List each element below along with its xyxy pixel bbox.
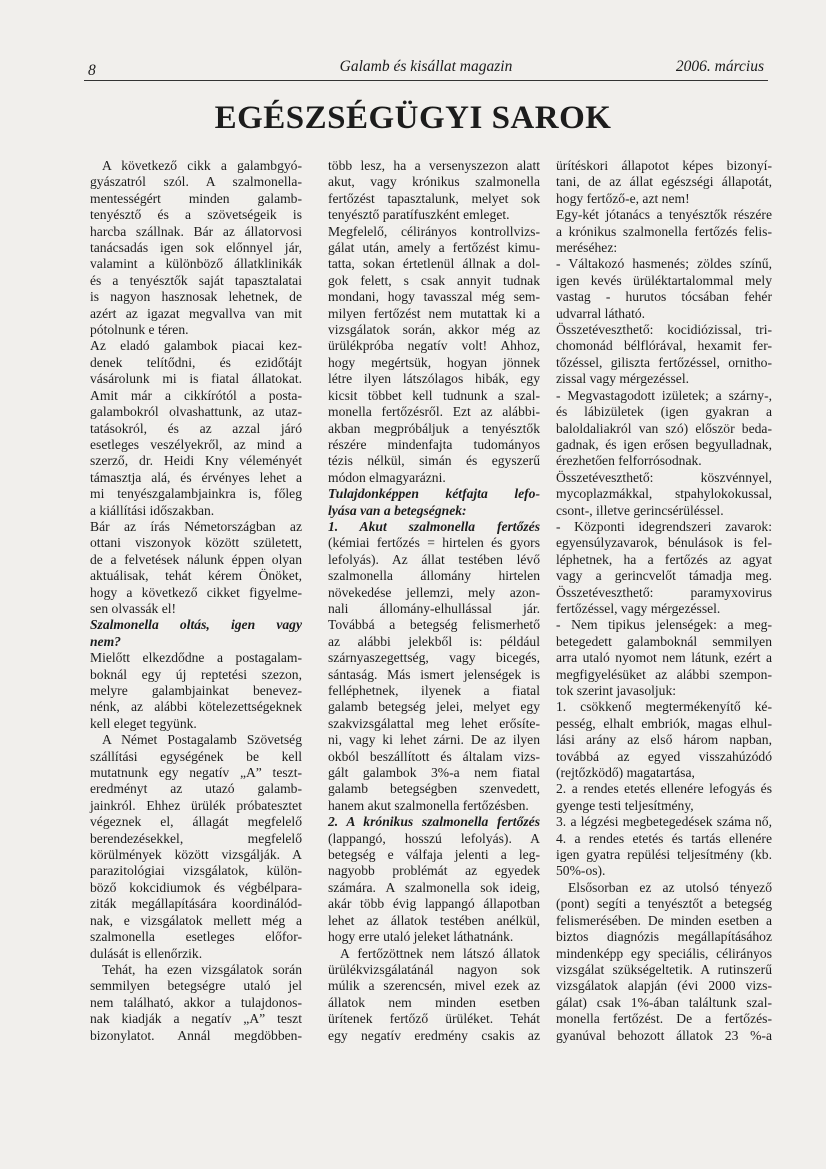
text-line: (rejtőzködő) magatartása,: [556, 765, 695, 781]
text-line: nénk, az alábbi kötelezettségeknek: [90, 699, 302, 715]
text-line: A következő cikk a galambgyó-: [102, 158, 302, 173]
text-line: és a tenyésztők saját tapasztalatai: [90, 272, 302, 288]
magazine-title: Galamb és kisállat magazin: [339, 58, 513, 75]
text-line: hogy erre utaló jeleket láthatnánk.: [328, 929, 514, 945]
text-line: csont-, illetve gerincsérüléssel.: [556, 502, 724, 518]
text-line: a kiállítási időszakban.: [90, 502, 215, 518]
text-line: állatok nem minden esetben: [328, 994, 540, 1010]
text-line: tok szerint javasoljuk:: [556, 683, 677, 698]
text-line: lehet az állatok testében anélkül,: [328, 912, 540, 928]
text-column-3: [556, 158, 772, 1044]
text-line: 1. csökkenő megtermékenyítő ké-: [556, 699, 772, 715]
text-column-1: [90, 158, 302, 1044]
text-line: 2. a rendes etetés ellenére lefogyás és: [556, 781, 772, 797]
page-number: 8: [88, 62, 96, 79]
text-line: és lábizületek (igen gyakran a: [556, 404, 772, 420]
text-line: hogy a következő cikket figyelme-: [90, 584, 302, 600]
text-line: szalmonella esetleges előfor-: [90, 929, 302, 945]
text-line: hogy fertőző-e, azt nem!: [556, 190, 690, 206]
text-line: esetleges veszélyekről, az mind a: [90, 436, 302, 452]
text-line: milyen fertőzést nem mutattak ki a: [328, 305, 540, 321]
text-line: szakvizsgálattal meg lehet erősíte-: [328, 715, 540, 731]
text-line: szerző, dr. Heidi Kny véleményét: [90, 453, 302, 469]
text-line: chomonád bélflórával, hexamit fer-: [556, 338, 772, 354]
text-line: mindenképp egy speciális, célirányos: [556, 945, 772, 961]
text-line: ni, vagy ki lehet zárni. De az ilyen: [328, 732, 540, 748]
text-line: több lesz, ha a versenyszezon alatt: [328, 158, 540, 173]
article-title: EGÉSZSÉGÜGYI SAROK: [214, 100, 612, 136]
text-line: akban megpróbáljuk a tenyésztők: [328, 420, 540, 436]
text-line: vizsgálatok során, akkor még az: [328, 322, 540, 338]
text-line: léphetnek, ha a fertőzés az agyat: [556, 551, 772, 567]
text-line: gálat után, amely a fertőzést kimu-: [328, 240, 540, 256]
text-line: vizsgálatok alapján (évi 2000 vizs-: [556, 978, 772, 994]
text-line: A fertőzöttnek nem látszó állatok: [340, 945, 540, 961]
text-line: mentességért minden galamb-: [90, 190, 302, 206]
text-line: jainkról. Ehhez ürülék próbatesztet: [90, 797, 302, 813]
text-line: tanácsadás igen sok előnnyel jár,: [90, 240, 302, 256]
text-line: egyensúlyzavarok, bénulások is fel-: [556, 535, 772, 551]
text-line: ziták megállapítására koordinálód-: [90, 896, 302, 912]
text-line: mycoplazmákkal, stpahylokokussal,: [556, 486, 772, 502]
text-line: galamb betegségben szenvedett,: [328, 781, 540, 797]
text-line: Összetéveszthető: kocidiózissal, tri-: [556, 322, 772, 338]
text-line: hogy megértsük, hogyan jönnek: [328, 354, 540, 370]
text-line: igen gyatra repülési teljesítmény (kb.: [556, 847, 772, 863]
text-line: betegség e válfaja jelenti a leg-: [328, 847, 540, 863]
text-line: vásárolunk mi is fiatal állatokat.: [90, 371, 302, 387]
text-line: - Nem tipikus jelenségek: a meg-: [556, 617, 772, 633]
text-line: ürítenek fertőző ürüléket. Tehát: [328, 1011, 540, 1027]
text-line: az alábbi jelekből is: például: [328, 633, 540, 649]
text-line: eredményt az utazó galamb-: [90, 781, 302, 797]
text-line: egy negatív eredmény csakis az: [328, 1027, 540, 1043]
text-line: baloldaliakról van szó) először beda-: [556, 420, 772, 436]
text-line: boknál egy új reptetési szezon,: [90, 666, 302, 682]
text-line: - Központi idegrendszeri zavarok:: [556, 518, 772, 534]
text-line: érezhetően felforrósodnak.: [556, 453, 702, 469]
text-line: fertőzést tapasztalunk, melyet sok: [328, 190, 540, 206]
text-line: (kémiai fertőzés = hirtelen és gyors: [328, 535, 540, 551]
text-line: mutatnunk egy negatív „A” teszt-: [90, 765, 302, 781]
text-line: (lappangó, hosszú lefolyás). A: [328, 830, 540, 846]
text-line: körülmények között vizsgálják. A: [90, 847, 302, 863]
text-line: ürülékvizsgálatánál nagyon sok: [328, 961, 540, 977]
text-line: tenyésztő és a szövetségeik is: [90, 207, 302, 223]
text-line: hanem akut szalmonella fertőzésben.: [328, 797, 529, 813]
text-line: igen kevés ürüléktartalommal mely: [556, 272, 772, 288]
text-line: növekedése jellemzi, mely azon-: [328, 584, 540, 600]
text-line: Elsősorban ez az utolsó tényező: [568, 879, 772, 895]
text-line: nem található, akkor a tulajdonos-: [90, 994, 302, 1010]
text-line: Tulajdonképpen kétfajta lefo-: [328, 486, 540, 502]
text-line: felismerésében. De minden esetben a: [556, 912, 772, 928]
text-line: ürítéskori állapotot képes bizonyí-: [556, 158, 772, 173]
text-line: akut, vagy krónikus szalmonella: [328, 174, 540, 190]
text-line: semmilyen betegségre utaló jel: [90, 978, 302, 994]
text-line: kicsit többet kell tudnunk a szal-: [328, 387, 540, 403]
text-line: gyászatról szól. A szalmonella-: [90, 174, 302, 190]
text-line: ottani viszonyok között született,: [90, 535, 302, 551]
text-line: nali állomány-elhullással jár.: [328, 600, 540, 616]
text-line: pótolnunk e téren.: [90, 322, 189, 338]
text-line: berendezésekkel, megfelelő: [90, 830, 302, 846]
text-line: nak kiadják a negatív „A” teszt: [90, 1011, 302, 1027]
text-line: de a felvetések nálunk éppen olyan: [90, 551, 302, 567]
text-line: Továbbá a betegség felismerhető: [328, 617, 540, 633]
text-line: sen olvassák el!: [90, 600, 177, 616]
text-line: szalmonella állomány hirtelen: [328, 568, 540, 584]
text-line: (pont) segíti a tenyésztőt a betegség: [556, 896, 772, 912]
text-line: - Megvastagodott izületek; a szárny-,: [556, 387, 772, 403]
text-line: betegedett galamboknál semmilyen: [556, 633, 772, 649]
text-line: mi tenyészgalambjainkra is, főleg: [90, 486, 302, 502]
text-line: vastag - hurutos tócsában fehér: [556, 289, 772, 305]
text-line: bizonylatot. Annál megdöbben-: [90, 1027, 302, 1043]
text-line: nagyobb problémát az egyedek: [328, 863, 540, 879]
text-line: A Német Postagalamb Szövetség: [102, 732, 302, 748]
text-line: parazitológiai vizsgálatok, külön-: [90, 863, 302, 879]
text-line: gált galambok 3%-a nem fiatal: [328, 765, 540, 781]
text-line: mondani, hogy tavasszal még sem-: [328, 289, 540, 305]
text-line: galambokról olvashattunk, az utaz-: [90, 404, 302, 420]
text-line: 2. A krónikus szalmonella fertőzés: [328, 814, 540, 830]
text-line: ürülékpróba negatív volt! Ahhoz,: [328, 338, 540, 354]
text-column-2: [328, 158, 540, 1044]
text-line: tatta, sokan értetlenül állnak a dol-: [328, 256, 540, 272]
text-line: tézis nélkül, simán és egyszerű: [328, 453, 540, 469]
text-line: aktuálisak, tehát kérem Önöket,: [90, 568, 302, 584]
text-line: végeznek el, állagát megfelelő: [90, 814, 302, 830]
text-line: tani, de az állat egészségi állapotát,: [556, 174, 772, 190]
text-line: dulását is ellenőrzik.: [90, 945, 203, 961]
text-line: pesség, elhalt embriók, magas elhul-: [556, 715, 772, 731]
text-line: Összetéveszthető: köszvénnyel,: [556, 469, 772, 485]
text-line: szállítási egységének be kell: [90, 748, 302, 764]
text-line: - Váltakozó hasmenés; zöldes színű,: [556, 256, 772, 272]
text-line: monella fertőzést. De a fertőzés-: [556, 1011, 772, 1027]
text-line: megfigyelésüket az alábbi szempon-: [556, 666, 772, 682]
text-line: szárnyaszegettség, vagy bicegés,: [328, 650, 540, 666]
text-line: azért az igazat megvallva van mit: [90, 305, 302, 321]
text-line: vagy a gerincvelőt támadja meg.: [556, 568, 772, 584]
text-line: módon elmagyarázni.: [328, 469, 446, 485]
text-line: lyása van a betegségnek:: [328, 502, 467, 518]
text-line: tatásokról, és az azzal járó: [90, 420, 302, 436]
text-line: Bár az írás Németországban az: [90, 518, 302, 534]
text-line: gok felett, s csak annyit tudnak: [328, 272, 540, 288]
text-line: is nagyon hasznosak lehetnek, de: [90, 289, 302, 305]
text-line: vizsgálat szükségeltetik. A rutinszerű: [556, 961, 772, 977]
text-line: Megfelelő, célirányos kontrollvizs-: [328, 223, 540, 239]
text-line: udvarral látható.: [556, 305, 646, 321]
text-line: meréséhez:: [556, 240, 618, 256]
text-line: felléphetnek, ilyenek a fiatal: [328, 683, 540, 698]
text-line: lási arány az első három napban,: [556, 732, 772, 748]
text-line: nak, e vizsgálatok mellett még a: [90, 912, 302, 928]
text-line: harcba szállnak. Bár az állatorvosi: [90, 223, 302, 239]
text-line: tőzéssel, giliszta fertőzéssel, ornitho-: [556, 354, 772, 370]
text-line: zissal vagy mérgezéssel.: [556, 371, 689, 387]
issue-date: 2006. március: [675, 58, 764, 75]
text-line: gadnak, és igen erősen begyulladnak,: [556, 436, 772, 452]
text-line: arra utaló nyomot nem látunk, ezért a: [556, 650, 772, 666]
text-line: fertőzéssel, vagy mérgezéssel.: [556, 600, 721, 616]
text-line: támasztja alá, és érvényes lehet a: [90, 469, 302, 485]
text-line: Összetéveszthető: paramyxovirus: [556, 584, 772, 600]
text-line: böző kokcidiumok és végbélpara-: [90, 879, 302, 895]
text-line: Az eladó galambok piacai kez-: [90, 338, 302, 354]
text-line: okból beszállított és általam vizs-: [328, 748, 540, 764]
text-line: gyanúval behozott állatok 23 %-a: [556, 1027, 772, 1043]
text-line: 1. Akut szalmonella fertőzés: [328, 518, 540, 534]
text-line: biztos diagnózis megállapításához: [556, 929, 772, 945]
text-line: melyre galambjainkat benevez-: [90, 683, 302, 698]
text-line: gálat) csak 1%-ában találtunk szal-: [556, 994, 772, 1010]
text-line: a krónikus szalmonella fertőzés felis-: [556, 223, 772, 239]
text-line: Tehát, ha ezen vizsgálatok során: [102, 961, 302, 977]
text-line: Szalmonella oltás, igen vagy: [90, 617, 302, 633]
text-line: továbbá az egyed visszahúzódó: [556, 748, 772, 764]
text-line: denek telítődni, és ezidőtájt: [90, 354, 302, 370]
text-line: galamb betegség jelei, melyet egy: [328, 699, 540, 715]
page-header: [84, 58, 768, 81]
text-line: 4. a rendes etetés és tartás ellenére: [556, 830, 772, 846]
text-line: részére mindenfajta tudományos: [328, 436, 540, 452]
text-line: létre ilyen látszólagos hibák, egy: [328, 371, 540, 387]
text-line: 50%-os).: [556, 863, 606, 879]
text-line: valamint a különböző állatklinikák: [90, 256, 302, 272]
text-line: akár több évig lappangó állapotban: [328, 896, 540, 912]
text-line: lefolyás). Az állat testében lévő: [328, 551, 540, 567]
text-line: Amit már a cikkírótól a posta-: [90, 387, 302, 403]
text-line: 3. a légzési megbetegedések száma nő,: [556, 814, 772, 830]
text-line: sántaság. Más ismert jelenségek is: [328, 666, 540, 682]
text-line: Egy-két jótanács a tenyésztők részére: [556, 207, 772, 223]
text-line: tenyésztő paratífuszként emleget.: [328, 207, 510, 223]
text-line: Mielőtt elkezdődne a postagalam-: [90, 650, 302, 666]
text-line: gyenge testi teljesítmény,: [556, 797, 694, 813]
text-line: múlik a szerencsén, mivel ezek az: [328, 978, 540, 994]
text-line: kell eleget tegyünk.: [90, 715, 197, 731]
text-line: nem?: [90, 633, 121, 649]
text-line: számára. A szalmonella sok ideig,: [328, 879, 540, 895]
text-line: monella fertőzésről. Ezt az alábbi-: [328, 404, 540, 420]
